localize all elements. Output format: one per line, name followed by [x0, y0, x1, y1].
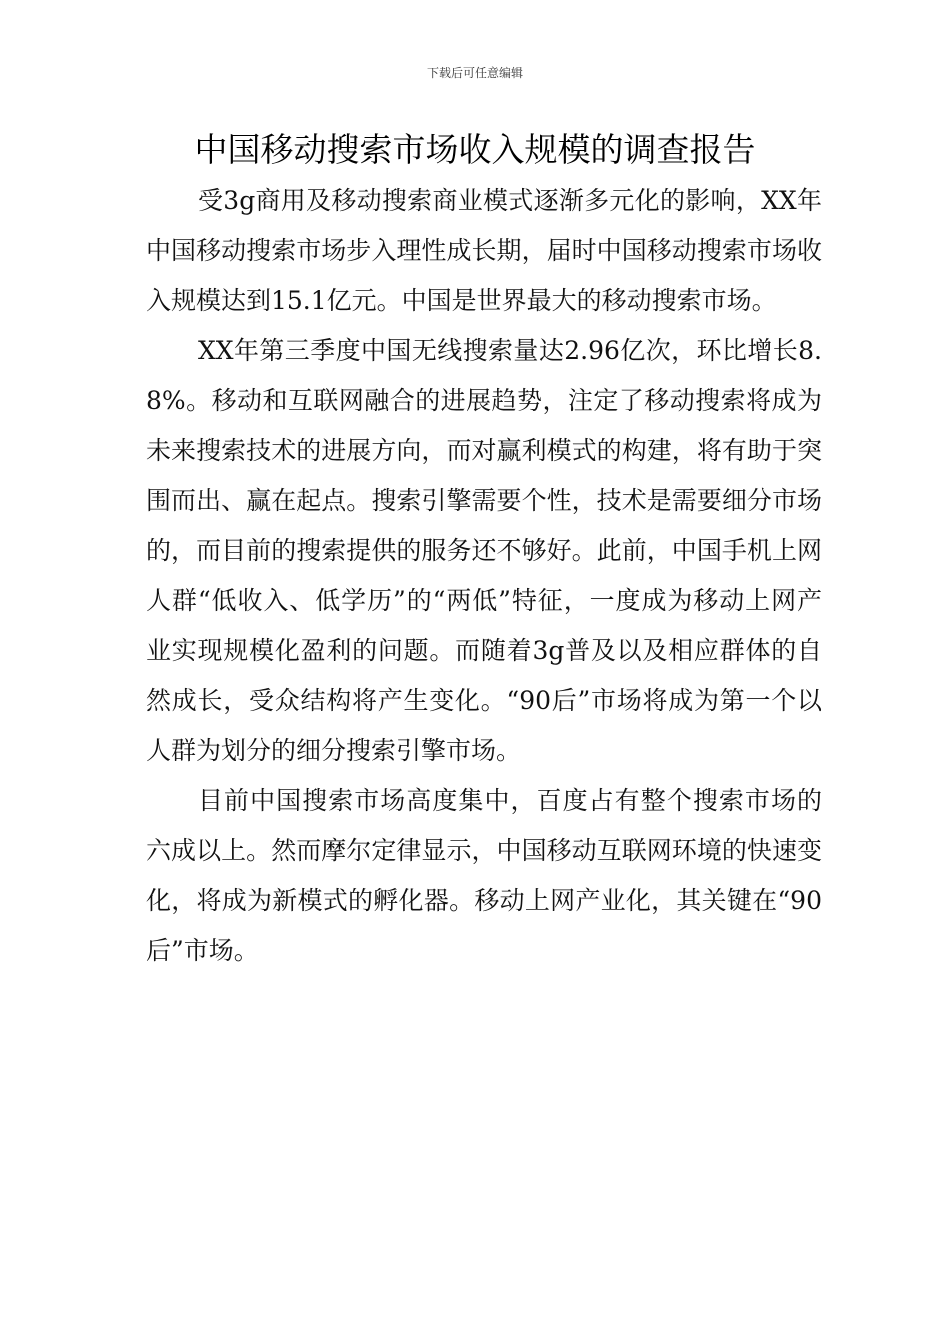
- paragraph-2: XX年第三季度中国无线搜索量达2.96亿次，环比增长8.8%。移动和互联网融合的进展趋势，注定了移动搜索将成为未来搜索技术的进展方向，而对赢利模式的构建，将有助于突围而出、赢在起点。搜索引擎需要个性，技术是需要细分市场的，而目前的搜索提供的服务还不够好。此前，中国手机上网人群“低收入、低学历”的“两低”特征，一度成为移动上网产业实现规模化盈利的问题。而随着3g普及以及相应群体的自然成长，受众结构将产生变化。“90后”市场将成为第一个以人群为划分的细分搜索引擎市场。: [146, 336, 822, 765]
- document-title: 中国移动搜索市场收入规模的调查报告: [194, 130, 756, 169]
- paragraph-3: 目前中国搜索市场高度集中，百度占有整个搜索市场的六成以上。然而摩尔定律显示，中国移动互联网环境的快速变化，将成为新模式的孵化器。移动上网产业化，其关键在“90后”市场。: [146, 786, 822, 965]
- paragraph-1: 受3g商用及移动搜索商业模式逐渐多元化的影响，XX年中国移动搜索市场步入理性成长期，届时中国移动搜索市场收入规模达到15.1亿元。中国是世界最大的移动搜索市场。: [146, 186, 822, 315]
- header-note: 下载后可任意编辑: [426, 66, 523, 80]
- document-body: [146, 176, 822, 976]
